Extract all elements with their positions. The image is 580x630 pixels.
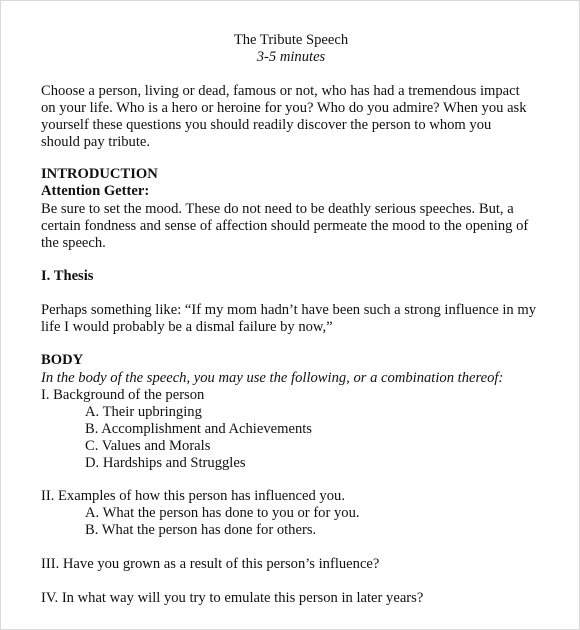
- intro-paragraph-line: yourself these questions you should readily discover the person to whom you: [41, 117, 492, 133]
- intro-paragraph-line: on your life. Who is a hero or heroine for you? Who do you admire? When you ask: [41, 100, 527, 116]
- intro-paragraph-line: Choose a person, living or dead, famous or not, who has had a tremendous impact: [41, 83, 520, 99]
- document-title: The Tribute Speech: [233, 32, 349, 48]
- body-intro: In the body of the speech, you may use the following, or a combination thereof:: [41, 370, 504, 386]
- introduction-text-line: the speech.: [41, 235, 106, 251]
- intro-paragraph-line: should pay tribute.: [41, 134, 151, 150]
- body-section-item: B. What the person has done for others.: [85, 522, 317, 538]
- thesis-text-line: Perhaps something like: “If my mom hadn’t have been such a strong influence in my: [41, 302, 536, 318]
- body-section-title: IV. In what way will you try to emulate this person in later years?: [41, 590, 424, 606]
- body-section-title: I. Background of the person: [41, 387, 205, 403]
- thesis-text-line: life I would probably be a dismal failure by now,”: [41, 319, 333, 335]
- introduction-heading: INTRODUCTION: [41, 166, 158, 182]
- document-subtitle: 3-5 minutes: [256, 49, 326, 65]
- thesis-heading: I. Thesis: [41, 268, 94, 284]
- body-section-item: C. Values and Morals: [85, 438, 211, 454]
- body-section-item: A. Their upbringing: [85, 404, 202, 420]
- body-section-item: A. What the person has done to you or for you.: [85, 505, 360, 521]
- body-section-title: II. Examples of how this person has influenced you.: [41, 488, 345, 504]
- body-section-title: III. Have you grown as a result of this person’s influence?: [41, 556, 380, 572]
- attention-getter-heading: Attention Getter:: [41, 183, 150, 199]
- introduction-text-line: Be sure to set the mood. These do not need to be deathly serious speeches. But, a: [41, 201, 514, 217]
- body-section-item: D. Hardships and Struggles: [85, 455, 246, 471]
- body-section-item: B. Accomplishment and Achievements: [85, 421, 312, 437]
- body-heading: BODY: [41, 352, 84, 368]
- introduction-text-line: certain fondness and sense of affection should permeate the mood to the opening of: [41, 218, 529, 234]
